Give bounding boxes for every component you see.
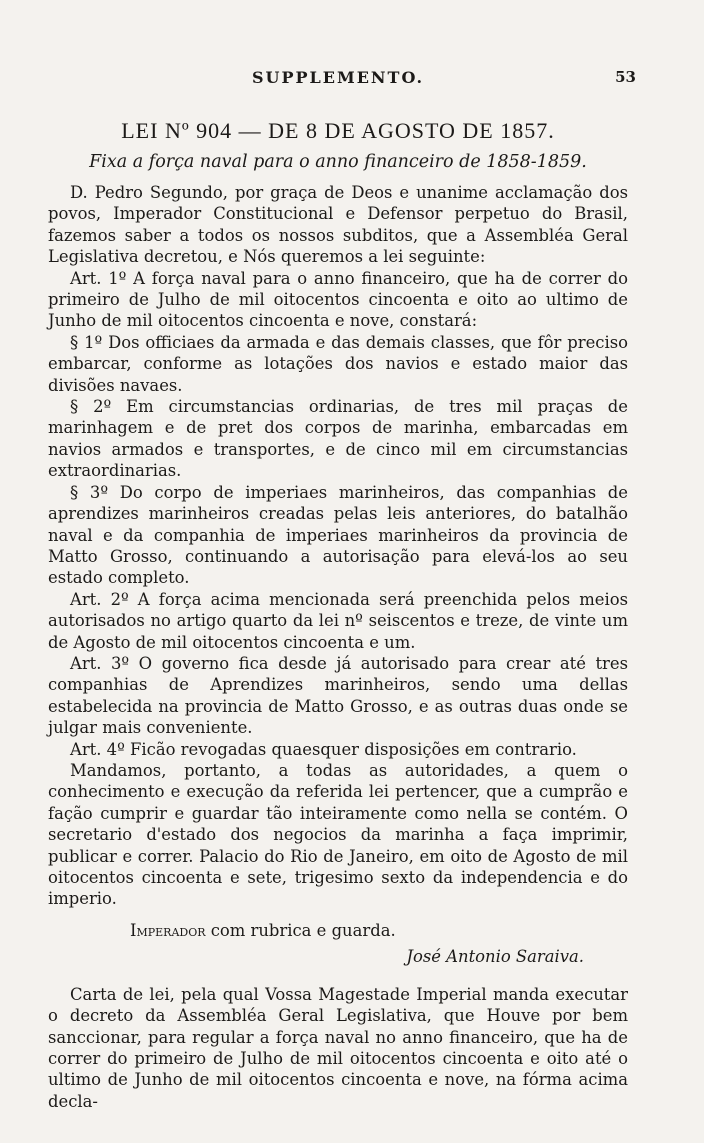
carta-paragraph: Carta de lei, pela qual Vossa Magestade Imperial manda executar o decreto da Assembléa Geral Legislativa, que Houve por bem sanccionar, para regular a força naval no anno financeiro, que ha de correr do primeiro de Julho de mil oitocentos cincoenta e oito até o ultimo de Junho de mil oitocentos cincoenta e nove, na fórma acima decla- — [48, 984, 628, 1111]
document-page — [48, 68, 636, 1112]
article-2-paragraph: Art. 2º A força acima mencionada será preenchida pelos meios autorisados no artigo quarto da lei nº seiscentos e treze, de vinte um de Agosto de mil oitocentos cincoenta e um. — [48, 589, 628, 652]
article-4-paragraph: Art. 4º Ficão revogadas quaesquer disposições em contrario. — [70, 739, 577, 759]
mandamos-paragraph: Mandamos, portanto, a todas as autoridades, a quem o conhecimento e execução da referida lei pertencer, que a cumprão e fação cumprir e guardar tão inteiramente como nella se contém. O secretario d'estado dos negocios da marinha a faça imprimir, publicar e correr. Palacio do Rio de Janeiro, em oito de Agosto de mil oitocentos cincoenta e sete, trigesimo sexto da independencia e do imperio. — [48, 760, 628, 909]
article-3-paragraph: Art. 3º O governo fica desde já autorisado para crear até tres companhias de Aprendizes marinheiros, sendo uma dellas estabelecida na provincia de Matto Grosso, e as outras duas onde se julgar mais conveniente. — [48, 653, 628, 738]
section-3-paragraph: § 3º Do corpo de imperiaes marinheiros, das companhias de aprendizes marinheiros creadas pelas leis anteriores, do batalhão naval e da companhia de imperiaes marinheiros da provincia de Matto Grosso, continuando a autorisação para elevá-los ao seu estado completo. — [48, 482, 628, 588]
carta-de-lei — [48, 984, 628, 1112]
law-title: LEI Nº 904 — DE 8 DE AGOSTO DE 1857. — [121, 118, 555, 143]
minister-signature: José Antonio Saraiva. — [406, 946, 584, 966]
emperor-signature — [48, 920, 628, 942]
running-head — [48, 68, 636, 94]
emperor-rest: com rubrica e guarda. — [210, 920, 396, 940]
signature-block — [48, 920, 628, 968]
section-2-paragraph: § 2º Em circumstancias ordinarias, de tres mil praças de marinhagem e de pret dos corpos de marinha, embarcadas em navios armados e transportes, e de cinco mil em circumstancias extraordinarias. — [48, 397, 628, 481]
emperor-label: Imperador — [130, 920, 206, 940]
running-title: SUPPLEMENTO. — [251, 68, 425, 87]
page-number: 53 — [615, 68, 636, 86]
law-body — [48, 182, 628, 910]
article-1-paragraph: Art. 1º A força naval para o anno financeiro, que ha de correr do primeiro de Julho de mil oitocentos cincoenta e oito ao ultimo de Junho de mil oitocentos cincoenta e nove, constará: — [48, 268, 628, 331]
section-1-paragraph: § 1º Dos officiaes da armada e das demais classes, que fôr preciso embarcar, conforme as lotações dos navios e estado maior das divisões navaes. — [48, 332, 628, 395]
preamble-paragraph: D. Pedro Segundo, por graça de Deos e unanime acclamação dos povos, Imperador Constitucional e Defensor perpetuo do Brasil, fazemos saber a todos os nossos subditos, que a Assembléa Geral Legislativa decretou, e Nós queremos a lei seguinte: — [48, 183, 628, 267]
law-subtitle: Fixa a força naval para o anno financeiro de 1858-1859. — [89, 152, 587, 172]
